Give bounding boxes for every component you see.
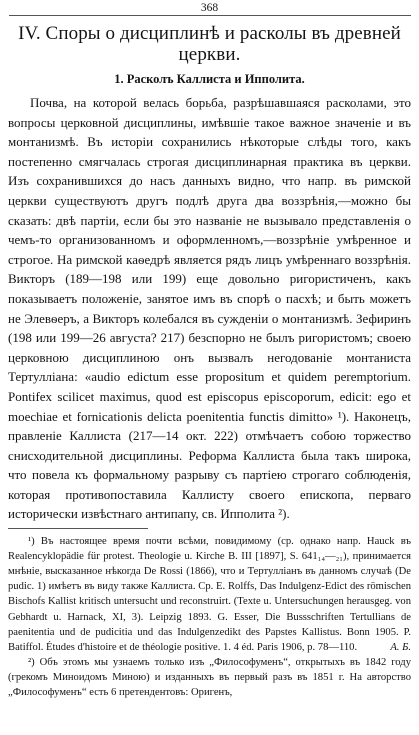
main-text — [8, 93, 411, 524]
page-number: 368 — [200, 2, 219, 14]
footnote-rule — [8, 528, 148, 529]
footnote-2: ²) Объ этомъ мы узнаемъ только изъ „Философуменъ“, открытыхъ въ 1842 году (грекомъ Миноидомъ Миною) и изданныхъ въ первый разъ въ 1851 г. На авторство „Философуменъ“ есть 6 претендентовъ: Оригенъ, — [8, 656, 411, 698]
header-rule — [9, 15, 411, 16]
body-paragraph: Почва, на которой велась борьба, разрѣшавшаяся расколами, это вопросы церковной дисциплины, имѣвшіе такое важное значеніе и въ монтанизмѣ. Въ исторіи сохранились нѣкоторые слѣды того, какъ постепенно смягчалась строгая дисциплинарная практика въ церкви. Изъ сохранившихся до насъ данныхъ видно, что напр. въ римской церкви существуютъ другъ подлѣ друга два воззрѣнія,—можно бы сказать: двѣ партіи, если бы это названіе не вызывало представленія о чемъ-то организованномъ и оформленномъ,—воззрѣніе умѣренное и строгое. На римской каѳедрѣ является рядъ лицъ умѣреннаго воззрѣнія. Викторъ (189—198 или 199) еще довольно ригористиченъ, какъ показываетъ положеніе, занятое имъ въ спорѣ о пасхѣ; и быть можетъ не Элевѳеръ, а Викторъ колебался въ сужденіи о монтанизмѣ. Зефиринъ (198 или 199—26 августа? 217) безспорно не былъ ригористомъ; своею церковною дисциплиною онъ вызвалъ негодованіе монтаниста Тертулліана: «audio edictum esse propositum et quidem peremptorium. Pontifex scilicet maximus, quod est episcopus episcoporum, edicit: ego et moechiae et fornicationis delicta poenitentia functis dimitto» ¹). Наконецъ, правленіе Каллиста (217—14 окт. 222) отмѣчаетъ собою торжество снисходительной дисциплины. Реформа Каллиста была такъ широка, что повела къ формальному разрыву съ партіею строгаго соблюденія, которая противопоставила Каллисту своего епископа, перваго исторически извѣстнаго антипапу, св. Ипполита ²). — [8, 95, 411, 522]
footnote-sign: А. Б. — [390, 641, 411, 653]
chapter-title: IV. Споры о дисциплинѣ и расколы въ древней церкви. — [18, 23, 401, 65]
section-title: 1. Расколъ Каллиста и Ипполита. — [114, 72, 305, 86]
footnotes — [8, 534, 411, 700]
footnote-1-text: ¹) Въ настоящее время почти всѣми, повидимому (ср. однако напр. Hauck въ Realencyklopädie für protest. Theologie u. Kirche B. III [1897], S. 641₁₄—₂₁), принимается мнѣніе, высказанное нѣкогда De Rossi (1866), что и Тертулліанъ въ данномъ случаѣ (De pudic. 1) имѣетъ въ виду также Каллиста. Ср. E. Rolffs, Das Indulgenz-Edict des römischen Bischofs Kallist kritisch untersucht und reconstruirt. (Texte u. Untersuchungen herausgeg. von Gebhardt u. Harnack, XI, 3). Leipzig 1893. G. Esser, Die Bussschriften Tertullians de paenitentia und de pudicitia und das Indulgenzedikt des Papstes Kallistus. Bonn 1905. P. Batiffol. Études d'histoire et de théologie positive. 1. 4 éd. Paris 1906, p. 78—110. — [8, 536, 411, 653]
footnote-1 — [8, 534, 411, 655]
